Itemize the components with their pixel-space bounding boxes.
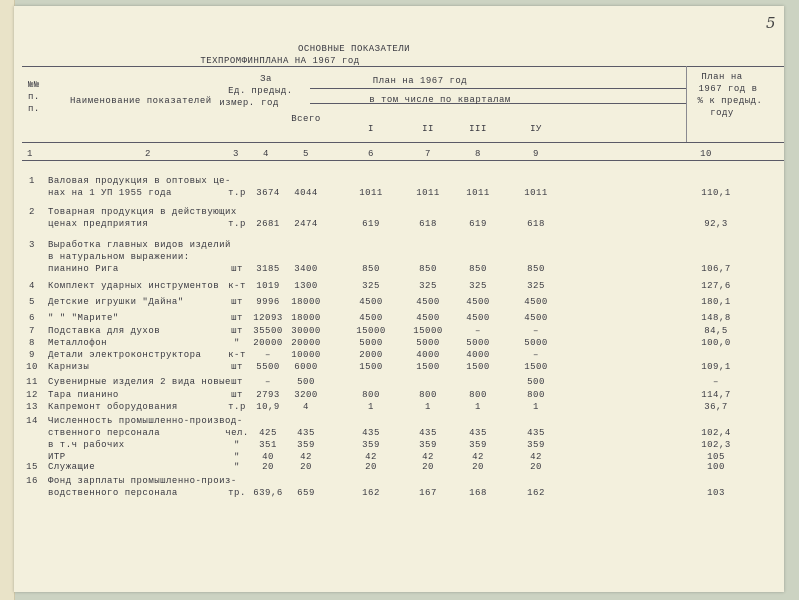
row-q4-value: 1 [533,402,539,412]
row-prev-value: 20000 [253,338,283,348]
row-prev-value: 3674 [256,188,280,198]
row-q3-value: 435 [469,428,487,438]
row-q1-value: 42 [365,452,377,462]
row-q3-value: 800 [469,390,487,400]
row-q1-value: 1500 [359,362,383,372]
row-q2-value: 618 [419,219,437,229]
row-total-value: 18000 [291,313,321,323]
row-pct-value: 114,7 [701,390,731,400]
row-q3-value: 1011 [466,188,490,198]
row-q4-value: – [533,350,539,360]
row-unit-value: " [234,462,240,472]
plan-caption-rule [310,88,686,89]
row-q4-value: 1500 [524,362,548,372]
row-q4-value: 618 [527,219,545,229]
row-q4-value: 4500 [524,297,548,307]
row-indicator-name: Служащие [48,462,96,472]
row-unit-value: " [234,440,240,450]
colnum-8: 8 [475,149,481,159]
row-total-value: 10000 [291,350,321,360]
row-q3-value: 4000 [466,350,490,360]
header-unit-2: измер. [219,98,255,108]
row-q1-value: 435 [362,428,380,438]
row-unit-value: " [234,338,240,348]
row-pct-value: 103 [707,488,725,498]
row-pct-value: 36,7 [704,402,728,412]
row-indicator-name: ценах предприятия [48,219,149,229]
row-number: 4 [29,281,35,291]
row-total-value: 20 [300,462,312,472]
row-prev-value: – [265,377,271,387]
row-q2-value: 1500 [416,362,440,372]
colnum-10: 10 [700,149,712,159]
row-number: 15 [26,462,38,472]
colnum-2: 2 [145,149,151,159]
header-unit-1: Ед. [228,86,246,96]
row-q1-value: 15000 [356,326,386,336]
row-total-value: 4044 [294,188,318,198]
row-indicator-name: Товарная продукция в действующих [48,207,237,217]
row-q4-value: – [533,326,539,336]
row-indicator-name: Комплект ударных инструментов [48,281,220,291]
row-q3-value: 168 [469,488,487,498]
row-number: 2 [29,207,35,217]
row-q3-value: 4500 [466,297,490,307]
row-prev-value: 2681 [256,219,280,229]
row-indicator-name: Карнизы [48,362,90,372]
row-q2-value: 1 [425,402,431,412]
column-numbers-rule [22,160,784,161]
doc-subtitle: ТЕХПРОМФИНПЛАНА НА 1967 год [200,56,360,66]
row-indicator-name: пианино Рига [48,264,119,274]
row-number: 11 [26,377,38,387]
row-number: 6 [29,313,35,323]
percent-column-divider [686,66,687,142]
header-plan: План на 1967 год [372,76,468,86]
row-indicator-name: " " "Марите" [48,313,119,323]
row-number: 1 [29,176,35,186]
row-q4-value: 500 [527,377,545,387]
colnum-6: 6 [368,149,374,159]
row-number: 3 [29,240,35,250]
row-unit-value: тр. [228,488,246,498]
row-unit-value: шт [231,264,243,274]
row-q4-value: 850 [527,264,545,274]
row-q3-value: 5000 [466,338,490,348]
row-prev-value: 3185 [256,264,280,274]
row-total-value: 659 [297,488,315,498]
row-prev-value: 1019 [256,281,280,291]
row-q2-value: 850 [419,264,437,274]
row-q2-value: 325 [419,281,437,291]
row-q3-value: 1500 [466,362,490,372]
row-total-value: 42 [300,452,312,462]
row-unit-value: т.р [228,219,246,229]
header-prev-2: предыд. [251,86,293,96]
colnum-1: 1 [27,149,33,159]
row-unit-value: шт [231,326,243,336]
row-unit-value: шт [231,377,243,387]
row-q3-value: 359 [469,440,487,450]
header-prev-1: За [260,74,272,84]
row-total-value: 435 [297,428,315,438]
row-q3-value: 42 [472,452,484,462]
header-pct-3: % к предыд. [697,96,763,106]
row-indicator-name: в натуральном выражении: [48,252,190,262]
row-q2-value: 1011 [416,188,440,198]
row-prev-value: 20 [262,462,274,472]
doc-title: ОСНОВНЫЕ ПОКАЗАТЕЛИ [297,44,411,54]
header-pct-1: План на [701,72,743,82]
row-q1-value: 2000 [359,350,383,360]
binding-strip [0,0,15,600]
row-prev-value: 2793 [256,390,280,400]
row-q2-value: 5000 [416,338,440,348]
row-q4-value: 5000 [524,338,548,348]
row-prev-value: 10,9 [256,402,280,412]
header-prev-3: год [261,98,279,108]
row-indicator-name: водственного персонала [48,488,178,498]
row-q3-value: – [475,326,481,336]
colnum-4: 4 [263,149,269,159]
row-q1-value: 4500 [359,313,383,323]
row-pct-value: 100,0 [701,338,731,348]
row-q1-value: 20 [365,462,377,472]
row-q3-value: 1 [475,402,481,412]
row-q1-value: 1 [368,402,374,412]
row-indicator-name: Сувенирные изделия 2 вида новые [48,377,231,387]
row-pct-value: 148,8 [701,313,731,323]
row-q4-value: 435 [527,428,545,438]
row-prev-value: 5500 [256,362,280,372]
row-indicator-name: Численность промышленно-производ- [48,416,243,426]
header-q2: II [422,124,434,134]
row-q2-value: 15000 [413,326,443,336]
row-total-value: 4 [303,402,309,412]
row-number: 13 [26,402,38,412]
row-q1-value: 5000 [359,338,383,348]
row-q4-value: 162 [527,488,545,498]
row-q1-value: 1011 [359,188,383,198]
row-indicator-name: Выработка главных видов изделий [48,240,231,250]
row-q3-value: 850 [469,264,487,274]
row-q2-value: 167 [419,488,437,498]
row-q3-value: 619 [469,219,487,229]
row-unit-value: к-т [228,350,246,360]
row-total-value: 359 [297,440,315,450]
row-total-value: 6000 [294,362,318,372]
row-pct-value: 84,5 [704,326,728,336]
row-indicator-name: в т.ч рабочих [48,440,125,450]
row-number: 16 [26,476,38,486]
colnum-9: 9 [533,149,539,159]
row-number: 5 [29,297,35,307]
row-q4-value: 20 [530,462,542,472]
row-indicator-name: Фонд зарплаты промышленно-произ- [48,476,237,486]
row-unit-value: шт [231,362,243,372]
row-total-value: 18000 [291,297,321,307]
row-pct-value: 92,3 [704,219,728,229]
header-q3: III [469,124,487,134]
row-prev-value: 9996 [256,297,280,307]
row-q4-value: 325 [527,281,545,291]
page-number: 5 [766,14,776,32]
row-q3-value: 20 [472,462,484,472]
row-total-value: 30000 [291,326,321,336]
row-q1-value: 800 [362,390,380,400]
row-unit-value: т.р [228,402,246,412]
row-indicator-name: нах на 1 УП 1955 года [48,188,172,198]
row-q3-value: 4500 [466,313,490,323]
row-total-value: 1300 [294,281,318,291]
header-pct-4: году [710,108,734,118]
row-q1-value: 162 [362,488,380,498]
header-bottom-rule [22,142,784,143]
row-total-value: 3200 [294,390,318,400]
row-unit-value: шт [231,390,243,400]
row-q3-value: 325 [469,281,487,291]
row-indicator-name: Тара пианино [48,390,119,400]
row-total-value: 2474 [294,219,318,229]
row-indicator-name: Капремонт оборудования [48,402,178,412]
row-number: 12 [26,390,38,400]
row-pct-value: 180,1 [701,297,731,307]
row-indicator-name: ственного персонала [48,428,161,438]
row-prev-value: 35500 [253,326,283,336]
row-total-value: 20000 [291,338,321,348]
row-q1-value: 619 [362,219,380,229]
row-total-value: 3400 [294,264,318,274]
row-pct-value: 109,1 [701,362,731,372]
row-pct-value: – [713,377,719,387]
row-q2-value: 4500 [416,297,440,307]
row-pct-value: 100 [707,462,725,472]
row-unit-value: к-т [228,281,246,291]
row-q2-value: 359 [419,440,437,450]
row-indicator-name: Детали электроконструктора [48,350,202,360]
header-total: Всего [291,114,321,124]
header-num-2: п. [28,92,40,102]
row-prev-value: 40 [262,452,274,462]
header-q4: IУ [530,124,542,134]
row-prev-value: 639,6 [253,488,283,498]
row-unit-value: шт [231,297,243,307]
header-q1: I [368,124,374,134]
row-q4-value: 1011 [524,188,548,198]
row-unit-value: шт [231,313,243,323]
row-prev-value: 425 [259,428,277,438]
header-pct-2: 1967 год в [698,84,758,94]
header-num-1: №№ [28,80,40,90]
row-unit-value: т.р [228,188,246,198]
row-indicator-name: ИТР [48,452,66,462]
header-num-3: п. [28,104,40,114]
row-number: 8 [29,338,35,348]
row-indicator-name: Валовая продукция в оптовых це- [48,176,231,186]
row-prev-value: – [265,350,271,360]
row-q2-value: 4500 [416,313,440,323]
row-pct-value: 127,6 [701,281,731,291]
row-unit-value: чел. [225,428,249,438]
row-q2-value: 4000 [416,350,440,360]
colnum-5: 5 [303,149,309,159]
row-q1-value: 4500 [359,297,383,307]
row-q1-value: 359 [362,440,380,450]
row-pct-value: 102,3 [701,440,731,450]
row-pct-value: 110,1 [701,188,731,198]
row-pct-value: 106,7 [701,264,731,274]
row-q4-value: 359 [527,440,545,450]
row-number: 7 [29,326,35,336]
row-q1-value: 325 [362,281,380,291]
header-name: Наименование показателей [70,96,212,106]
row-q4-value: 800 [527,390,545,400]
colnum-7: 7 [425,149,431,159]
row-number: 10 [26,362,38,372]
row-unit-value: " [234,452,240,462]
header-quarters-caption: в том числе по кварталам [369,95,511,105]
row-number: 14 [26,416,38,426]
row-indicator-name: Подставка для духов [48,326,161,336]
row-pct-value: 102,4 [701,428,731,438]
row-prev-value: 351 [259,440,277,450]
row-q4-value: 42 [530,452,542,462]
row-prev-value: 12093 [253,313,283,323]
row-q2-value: 435 [419,428,437,438]
row-number: 9 [29,350,35,360]
row-q2-value: 20 [422,462,434,472]
row-indicator-name: Металлофон [48,338,108,348]
row-q4-value: 4500 [524,313,548,323]
colnum-3: 3 [233,149,239,159]
row-pct-value: 105 [707,452,725,462]
row-q1-value: 850 [362,264,380,274]
header-top-rule [22,66,784,67]
row-indicator-name: Детские игрушки "Дайна" [48,297,184,307]
row-total-value: 500 [297,377,315,387]
row-q2-value: 42 [422,452,434,462]
row-q2-value: 800 [419,390,437,400]
